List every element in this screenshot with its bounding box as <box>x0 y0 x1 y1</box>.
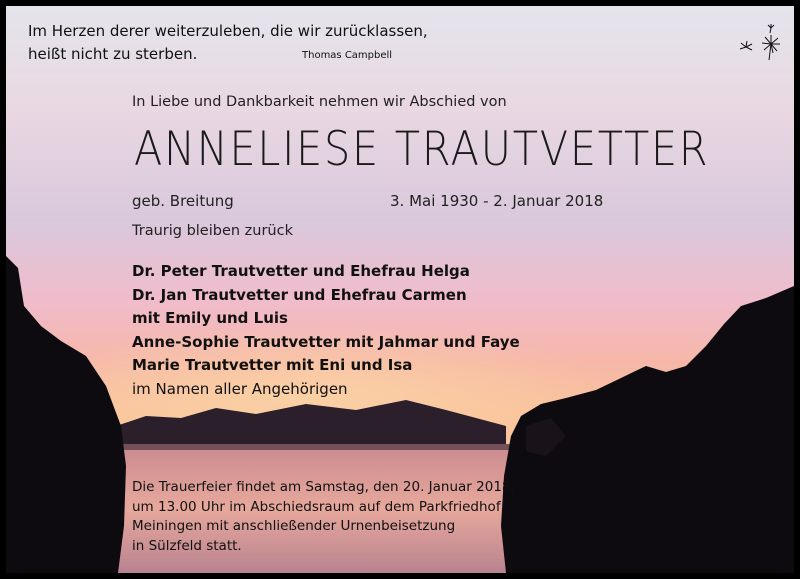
mourners-closing: im Namen aller Angehörigen <box>132 379 348 398</box>
mourning-heading: Traurig bleiben zurück <box>132 223 293 239</box>
quote-line: Im Herzen derer weiterzuleben, die wir zurücklassen, <box>28 22 428 40</box>
funeral-notice <box>132 478 515 556</box>
mourners-list <box>132 260 520 401</box>
dandelion-seeds-icon <box>733 22 785 64</box>
life-dates: 3. Mai 1930 - 2. Januar 2018 <box>390 192 604 210</box>
mourner-entry: Anne-Sophie Trautvetter mit Jahmar und Faye <box>132 332 520 351</box>
funeral-line: um 13.00 Uhr im Abschiedsraum auf dem Parkfriedhof <box>132 498 501 515</box>
farewell-intro: In Liebe und Dankbarkeit nehmen wir Abschied von <box>132 94 507 110</box>
mourner-entry: Marie Trautvetter mit Eni und Isa <box>132 356 413 374</box>
mourner-entry: Dr. Jan Trautvetter und Ehefrau Carmen <box>132 285 467 304</box>
quote-author: Thomas Campbell <box>302 50 393 61</box>
deceased-name: ANNELIESE TRAUTVETTER <box>134 122 710 177</box>
mourner-entry: mit Emily und Luis <box>132 309 288 327</box>
birth-name: geb. Breitung <box>132 192 234 210</box>
mourner-entry: Dr. Peter Trautvetter und Ehefrau Helga <box>132 262 470 280</box>
funeral-line: in Sülzfeld statt. <box>132 537 242 554</box>
quote-line: heißt nicht zu sterben. <box>28 45 198 63</box>
funeral-line: Meiningen mit anschließender Urnenbeisetzung <box>132 518 456 534</box>
funeral-line: Die Trauerfeier findet am Samstag, den 20. Januar 2018, <box>132 479 515 495</box>
